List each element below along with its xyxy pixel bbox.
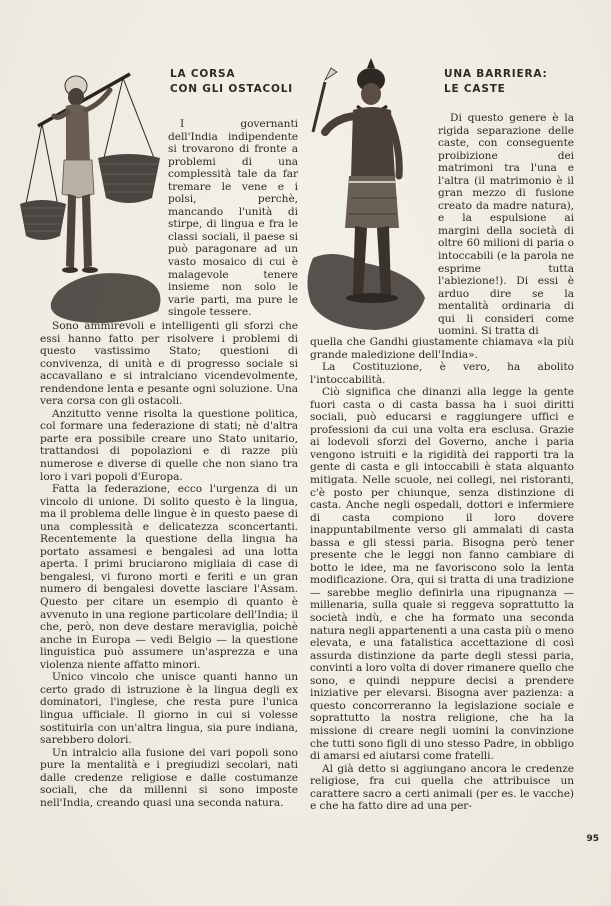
- left-intro-text: [168, 118, 298, 319]
- right-body-text: [310, 336, 574, 813]
- paragraph: Ciò significa che dinanzi alla legge la gente fuori casta o di casta bassa ha i suoi diritti sociali, può educarsi e raggiungere uffici e professioni da cui una volta era esclusa. Grazie ai lodevoli sforzi del Governo, anche i paria vengono istruiti e la rigidità dei rapporti tra la gente di casta e gli intoccabili è stata alquanto mitigata. Nelle scuole, nei collegi, nei ristoranti, c'è posto per chiunque, senza distinzione di casta. Anche negli ospedali, dottori e infermiere di casta compiono il loro dovere inappuntabilmente verso gli ammalati di casta bassa e gli stessi paria. Bisogna però tener presente che le leggi non fanno cambiare di botto le idee, ma ne favoriscono solo la lenta modificazione. Ora, qui si tratta di una tradizione — sarebbe meglio definirla una ripugnanza — millenaria, sulla quale si reggeva soprattutto la società indù, e che ha formato una seconda natura negli appartenenti a una casta più o meno elevata, e una fatalistica accettazione di così assurda distinzione da parte degli stessi paria, convinti a loro volta di dover rimanere quello che sono, e quindi neppure decisi a prendere iniziative per elevarsi. Bisogna aver pazienza: a questo concorreranno la legislazione sociale e soprattutto la nostra religione, che ha la missione di creare negli uomini la convinzione che tutti sono figli di uno stesso Padre, in obbligo di amarsi ed aiutarsi come fratelli.: [310, 386, 574, 763]
- paragraph: Sono ammirevoli e intelligenti gli sforzi che essi hanno fatto per risolvere i problemi di questo vastissimo Stato; questioni di convivenza, di unità e di progresso sociale si accavallano e si intralciano vicendevolmente, rendendone lenta e pesante ogni soluzione. Una vera corsa con gli ostacoli.: [40, 320, 298, 408]
- paragraph: La Costituzione, è vero, ha abolito l'intoccabilità.: [310, 361, 574, 386]
- tribal-warrior-figurine: [305, 58, 435, 340]
- page-number: 95: [586, 834, 599, 844]
- water-carrier-illustration: [18, 66, 168, 326]
- section-heading-left: [170, 67, 310, 97]
- paragraph: Unico vincolo che unisce quanti hanno un certo grado di istruzione è la lingua degli ex dominatori, l'inglese, che resta pure l'unica lingua ufficiale. Il giorno in cui si volesse sostituirla con un'altra lingua, sia pure indiana, sarebbero dolori.: [40, 671, 298, 747]
- section-heading-right: [444, 67, 574, 97]
- heading-line: LA CORSA: [170, 68, 236, 80]
- paragraph: Fatta la federazione, ecco l'urgenza di un vincolo di unione. Di solito questo è la lingua, ma il problema delle lingue è in questo paese di una complessità e delicatezza sconcertanti. Recentemente la questione della lingua ha portato assamesi e bengalesi ad una lotta aperta. I primi bruciarono migliaia di case di bengalesi, vi furono morti e feriti e un gran numero di bengalesi dovette lasciare l'Assam. Questo per citare un esempio di quanto è avvenuto in una regione particolare dell'India; il che, però, non deve destare meraviglia, poichè anche in Europa — vedi Belgio — la questione linguistica può assumere un'asprezza e una violenza niente affatto minori.: [40, 483, 298, 671]
- paragraph: Di questo genere è la rigida separazione delle caste, con conseguente proibizione dei matrimoni tra l'una e l'altra (il matrimonio è il gran mezzo di fusione creato da madre natura), e la espulsione ai margini della società di oltre 60 milioni di paria o intoccabili (e la parola ne esprime tutta l'abiezione!). Di essi è arduo dire se la mentalità ordinaria di qui li consideri come uomini. Si tratta di: [438, 112, 574, 338]
- paragraph: I governanti dell'India indipendente si trovarono di fronte a problemi di una complessità tale da far tremare le vene e i polsi, perchè, mancando l'unità di stirpe, di lingua e fra le classi sociali, il paese si può paragonare ad un vasto mosaico di cui è malagevole tenere insieme non solo le varie parti, ma pure le singole tessere.: [168, 118, 298, 319]
- paragraph: Al già detto si aggiungano ancora le credenze religiose, fra cui quella che attribuisce un carattere sacro a certi animali (per es. le vacche) e che ha fatto dire ad una per-: [310, 762, 574, 813]
- paragraph: quella che Gandhi giustamente chiamava «la più grande maledizione dell'India».: [310, 336, 574, 361]
- heading-line: LE CASTE: [444, 83, 506, 95]
- paragraph: Un intralcio alla fusione dei vari popoli sono pure la mentalità e i pregiudizi secolari, nati dalle credenze religiose e dalle costumanze sociali, che da millenni si sono imposte nell'India, creando quasi una seconda natura.: [40, 746, 298, 809]
- left-body-text: [40, 320, 298, 809]
- heading-line: CON GLI OSTACOLI: [170, 83, 293, 95]
- heading-line: UNA BARRIERA:: [444, 68, 548, 80]
- right-intro-text: [438, 112, 574, 338]
- paragraph: Anzitutto venne risolta la questione politica, col formare una federazione di stati; nè d'altra parte era possibile creare uno Stato unitario, trattandosi di popolazioni e di razze più numerose e diverse di quelle che non siano tra loro i vari popoli d'Europa.: [40, 407, 298, 483]
